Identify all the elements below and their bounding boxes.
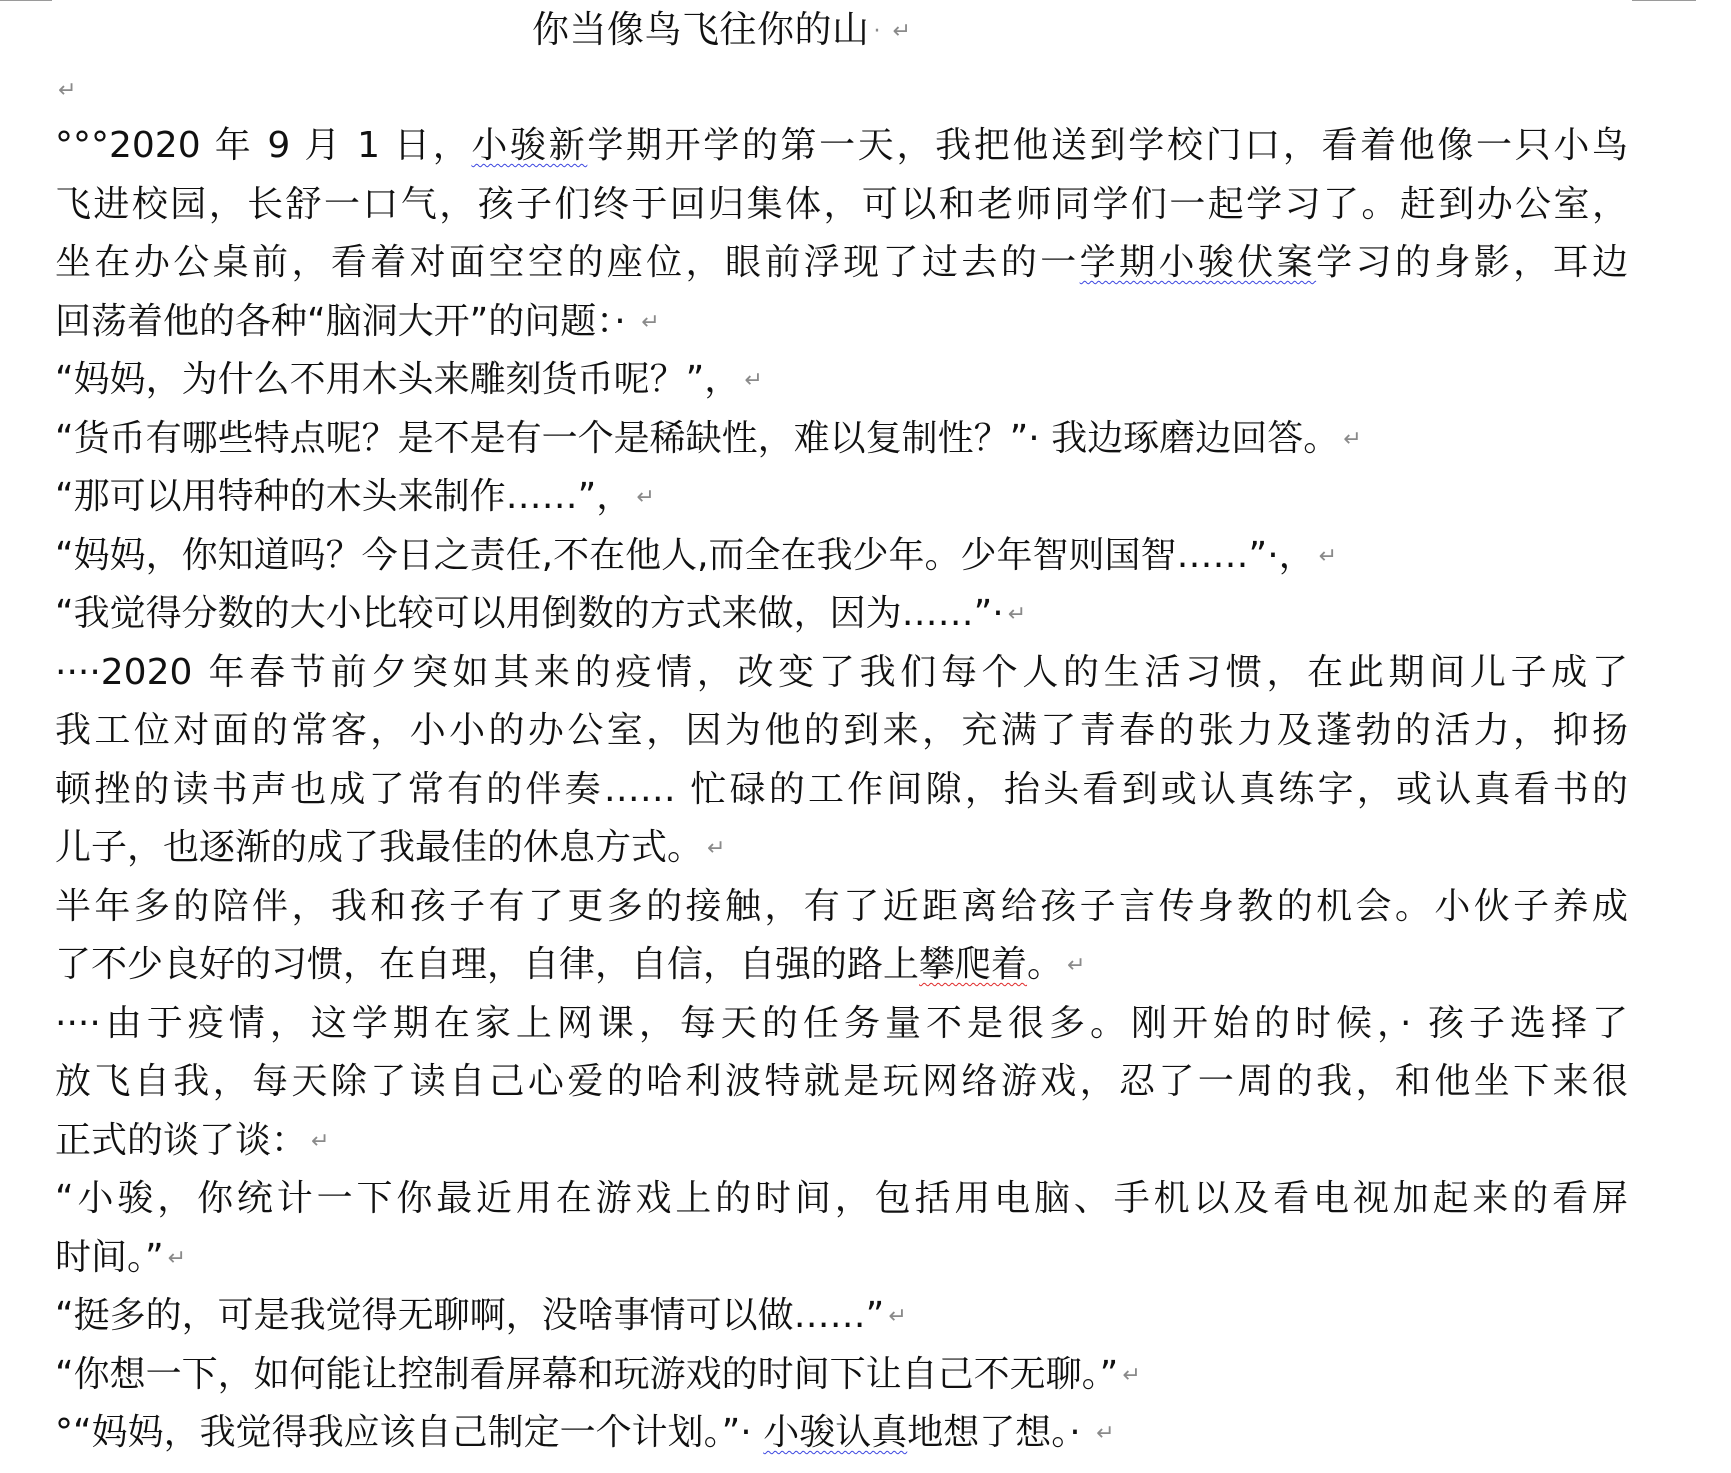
line-text: 儿子，也逐渐的成了我最佳的休息方式。 <box>55 827 704 868</box>
line-text: 回荡着他的各种“脑洞大开”的问题：· <box>55 301 638 342</box>
title-text: 你当像鸟飞往你的山 <box>532 8 870 51</box>
line-text: “挺多的，可是我觉得无聊啊，没啥事情可以做……” <box>55 1295 885 1336</box>
text-line[interactable] <box>55 118 1628 174</box>
line-text: 半年多的陪伴，我和孩子有了更多的接触，有了近距离给孩子言传身教的机会。小伙子养成 <box>55 886 1628 927</box>
line-text-after: 学期开学的第一天，我把他送到学校门口，看着他像一只小鸟 <box>587 125 1628 166</box>
paragraph-mark-icon: ↵ <box>1122 1363 1141 1388</box>
paragraph-mark-icon: ↵ <box>636 485 655 510</box>
paragraph-mark-icon: · <box>873 18 889 44</box>
text-line[interactable] <box>55 645 1628 701</box>
text-line[interactable] <box>55 528 1337 584</box>
line-text: 坐在办公桌前，看着对面空空的座位，眼前浮现了过去的一 <box>55 242 1080 283</box>
line-text: “我觉得分数的大小比较可以用倒数的方式来做，因为……”· <box>55 593 1004 634</box>
text-line[interactable] <box>55 177 1628 233</box>
paragraph-mark-icon: ↵ <box>1007 602 1027 627</box>
line-text: 飞进校园，长舒一口气，孩子们终于回归集体，可以和老师同学们一起学习了。赶到办公室， <box>55 184 1628 225</box>
line-text: 顿挫的读书声也成了常有的伴奏…… 忙碌的工作间隙，抬头看到或认真练字，或认真看书的 <box>55 769 1628 810</box>
text-line[interactable] <box>55 294 660 350</box>
line-text-after: 。 <box>1027 944 1064 985</box>
paragraph-mark-icon: ↵ <box>1343 427 1362 452</box>
squiggle-text: 小骏认真 <box>763 1412 908 1453</box>
text-line[interactable] <box>55 235 1628 291</box>
paragraph-mark-icon: ↵ <box>744 368 763 393</box>
text-line[interactable] <box>55 1054 1628 1110</box>
line-text: °°°2020 年 9 月 1 日， <box>55 125 472 166</box>
line-text-after: 地想了想。· <box>907 1412 1093 1453</box>
line-text: “那可以用特种的木头来制作……”， <box>55 476 633 517</box>
line-text: “你想一下，如何能让控制看屏幕和玩游戏的时间下让自己不无聊。” <box>55 1354 1119 1395</box>
line-text: 时间。” <box>55 1237 164 1278</box>
paragraph-mark-icon: ↵ <box>641 310 660 335</box>
paragraph-mark-icon: ↵ <box>167 1246 187 1271</box>
text-line[interactable] <box>55 1347 1141 1403</box>
line-text: 了不少良好的习惯，在自理，自律，自信，自强的路上 <box>55 944 920 985</box>
empty-paragraph-mark-icon: ↵ <box>58 78 77 103</box>
paragraph-mark-icon: ↵ <box>892 18 912 44</box>
paragraph-mark-icon: ↵ <box>707 836 726 861</box>
line-text: 放飞自我，每天除了读自己心爱的哈利波特就是玩网络游戏，忍了一周的我，和他坐下来很 <box>55 1061 1628 1102</box>
text-line[interactable] <box>55 586 1026 642</box>
text-line[interactable] <box>55 879 1628 935</box>
squiggle-text: 小骏新 <box>471 125 588 166</box>
text-line[interactable] <box>55 411 1362 467</box>
text-line[interactable] <box>55 1113 329 1169</box>
text-line[interactable] <box>55 1405 1115 1461</box>
text-line[interactable] <box>55 820 725 876</box>
line-text: ····由于疫情，这学期在家上网课，每天的任务量不是很多。刚开始的时候，· 孩子选择了 <box>55 1003 1628 1044</box>
line-text: ····2020 年春节前夕突如其来的疫情，改变了我们每个人的生活习惯，在此期间儿子成了 <box>55 652 1628 693</box>
page-corner-mark-right <box>1632 0 1696 1</box>
text-line[interactable] <box>55 762 1628 818</box>
line-text: “妈妈，为什么不用木头来雕刻货币呢？”， <box>55 359 741 400</box>
text-line[interactable] <box>55 1288 907 1344</box>
text-line[interactable] <box>55 469 655 525</box>
line-text-after: 学习的身影，耳边 <box>1316 242 1628 283</box>
text-line[interactable] <box>55 937 1085 993</box>
line-text: “小骏，你统计一下你最近用在游戏上的时间，包括用电脑、手机以及看电视加起来的看屏 <box>55 1178 1628 1219</box>
paragraph-mark-icon: ↵ <box>311 1129 330 1154</box>
line-text: 我工位对面的常客，小小的办公室，因为他的到来，充满了青春的张力及蓬勃的活力，抑扬 <box>55 710 1628 751</box>
text-line[interactable] <box>55 352 763 408</box>
paragraph-mark-icon: ↵ <box>888 1304 907 1329</box>
text-line[interactable] <box>55 1171 1628 1227</box>
document-title[interactable] <box>532 6 911 56</box>
line-text: “货币有哪些特点呢？是不是有一个是稀缺性，难以复制性？”· 我边琢磨边回答。 <box>55 418 1340 459</box>
text-line[interactable] <box>55 703 1628 759</box>
paragraph-mark-icon: ↵ <box>1096 1421 1115 1446</box>
paragraph-mark-icon: ↵ <box>1067 953 1086 978</box>
line-text: 正式的谈了谈： <box>55 1120 308 1161</box>
page-corner-mark-left <box>0 0 52 1</box>
squiggle-text: 学期小骏伏案 <box>1079 242 1317 283</box>
paragraph-mark-icon: ↵ <box>1318 544 1338 569</box>
line-text: “妈妈，你知道吗？今日之责任,不在他人,而全在我少年。少年智则国智……”·， <box>55 535 1315 576</box>
text-line[interactable] <box>55 996 1628 1052</box>
line-text: °“妈妈，我觉得我应该自己制定一个计划。”· <box>55 1412 764 1453</box>
squiggle-text: 攀爬着 <box>919 944 1028 985</box>
text-line[interactable] <box>55 1230 186 1286</box>
